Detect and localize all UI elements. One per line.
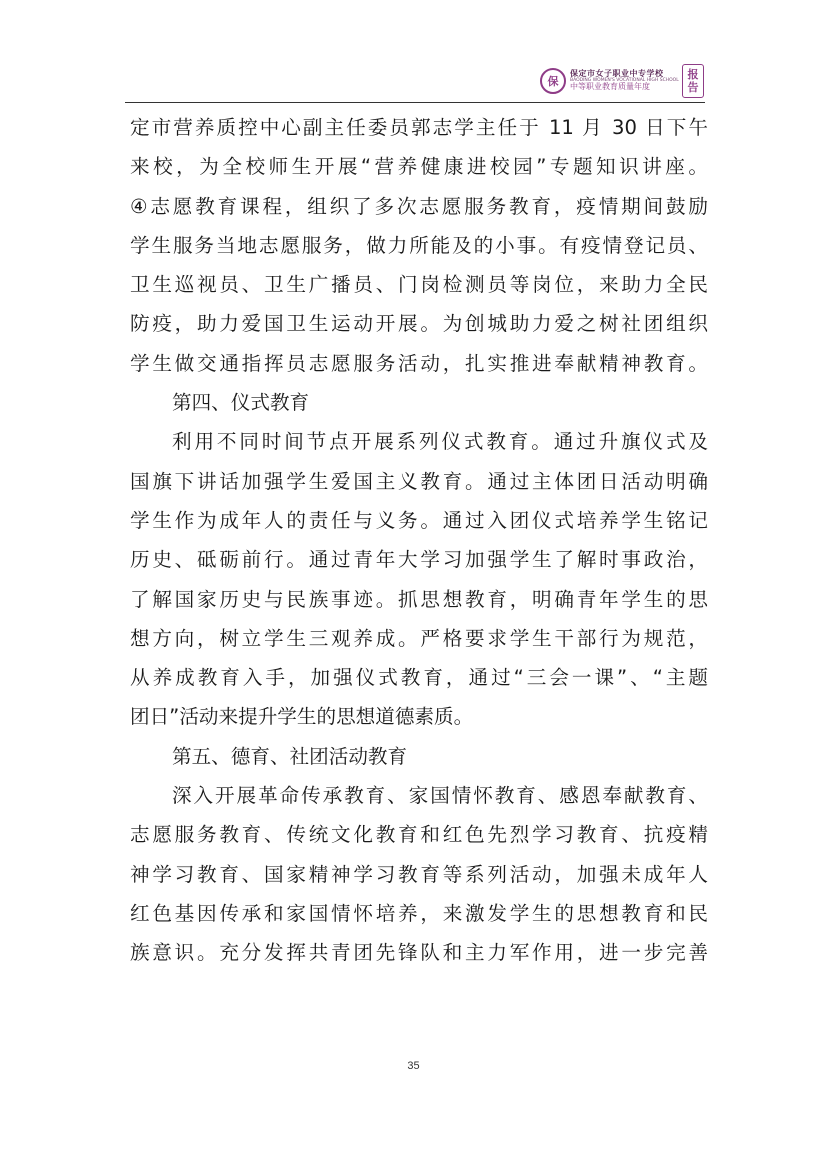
text-line: 了解国家历史与民族事迹。抓思想教育，明确青年学生的思 — [130, 587, 708, 611]
text-line: 定市营养质控中心副主任委员郭志学主任于 11 月 30 日下午 — [130, 116, 708, 139]
text-line: 国旗下讲话加强学生爱国主义教育。通过主体团日活动明确 — [130, 469, 708, 493]
text-line: 学生服务当地志愿服务，做力所能及的小事。有疫情登记员、 — [130, 233, 708, 257]
school-seal-logo — [540, 68, 566, 94]
text-line: 学生作为成年人的责任与义务。通过入团仪式培养学生铭记 — [130, 508, 708, 532]
section-heading: 第五、德育、社团活动教育 — [172, 744, 408, 768]
text-line: 来校，为全校师生开展“营养健康进校园”专题知识讲座。 — [130, 155, 708, 179]
report-badge — [682, 64, 704, 98]
text-line: 志愿服务教育、传统文化教育和红色先烈学习教育、抗疫精 — [130, 823, 708, 847]
header-text — [570, 68, 679, 93]
school-name-en: BAODING WOMEN'S VOCATIONAL HIGH SCHOOL — [570, 77, 679, 83]
body-text — [130, 108, 708, 973]
text-line: 历史、砥砺前行。通过青年大学习加强学生了解时事政治， — [130, 548, 708, 572]
school-name-cn: 保定市女子职业中专学校 — [570, 68, 664, 78]
badge-char: 报 — [687, 68, 699, 81]
text-line: 防疫，助力爱国卫生运动开展。为创城助力爱之树社团组织 — [130, 312, 708, 336]
seal-char: 保 — [547, 75, 559, 88]
page-header — [540, 60, 710, 102]
section-heading: 第四、仪式教育 — [172, 391, 310, 415]
text-line: 学生做交通指挥员志愿服务活动，扎实推进奉献精神教育。 — [130, 351, 708, 375]
header-rule — [125, 102, 705, 103]
text-line: 从养成教育入手，加强仪式教育，通过“三会一课”、“主题 — [130, 666, 708, 690]
text-line: 卫生巡视员、卫生广播员、门岗检测员等岗位，来助力全民 — [130, 273, 708, 297]
report-subtitle: 中等职业教育质量年度 — [570, 82, 650, 92]
text-line: 想方向，树立学生三观养成。严格要求学生干部行为规范， — [130, 626, 708, 650]
text-line: 深入开展革命传承教育、家国情怀教育、感恩奉献教育、 — [172, 784, 708, 808]
page-number: 35 — [407, 1060, 420, 1072]
text-line: ④志愿教育课程，组织了多次志愿服务教育，疫情期间鼓励 — [130, 194, 708, 218]
text-line: 红色基因传承和家国情怀培养，来激发学生的思想教育和民 — [130, 901, 708, 925]
text-line: 神学习教育、国家精神学习教育等系列活动，加强未成年人 — [130, 862, 708, 886]
text-line: 族意识。充分发挥共青团先锋队和主力军作用，进一步完善 — [130, 941, 708, 965]
text-line: 利用不同时间节点开展系列仪式教育。通过升旗仪式及 — [172, 430, 708, 454]
badge-char: 告 — [687, 81, 699, 94]
text-line: 团日”活动来提升学生的思想道德素质。 — [130, 705, 474, 729]
